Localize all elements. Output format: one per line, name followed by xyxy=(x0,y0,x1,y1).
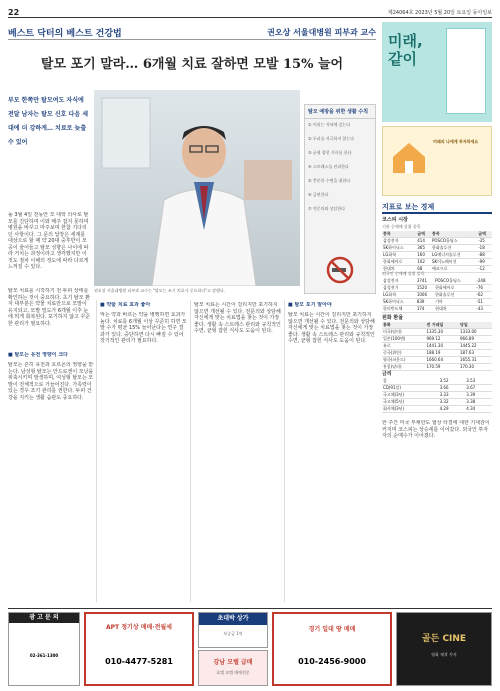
table-header: 전 거래일 xyxy=(425,322,459,329)
table-cell: 3.38 xyxy=(465,399,492,406)
classified-title: 광 고 문 의 xyxy=(9,613,79,623)
tip-item: ⑦ 전문의와 상담한다 xyxy=(308,206,346,211)
photo-caption: 권오상 서울대병원 피부과 교수는 "탈모는 조기 치료가 중요하다"고 말했다. xyxy=(94,288,226,293)
body-paragraph: 탈모 치료를 시작하기 전 두피 상태를 확인하는 것이 중요하다. 초기 탈모 환자 대부분은 약물 치료만으로 모발이 유지되고, 모발 밀도가 6개월 이후 눈에 띄게 회복된다. 포기하지 않고 꾸준한 관리가 필요하다. xyxy=(8,288,90,327)
shop-ad xyxy=(198,612,268,648)
table-cell: 유로 xyxy=(382,343,425,350)
house-ad-text: 미래의 나에게 투자하세요 xyxy=(433,139,479,144)
banner-future xyxy=(382,22,492,122)
table-cell: 중국(위안) xyxy=(382,350,425,357)
tip-item: ① 머리는 저녁에 감는다 xyxy=(308,122,351,127)
table-cell: 1335.30 xyxy=(425,329,459,336)
table2-caption: 외국인 순매매 상위 종목 xyxy=(382,271,425,276)
table-header: 당일 xyxy=(459,322,492,329)
motel-ad-title: 강남 모텔 급매 xyxy=(213,659,253,666)
table-row xyxy=(382,285,492,292)
table-cell: 3.33 xyxy=(439,392,466,399)
banner-phone xyxy=(446,28,486,114)
table-cell: -62 xyxy=(475,292,492,299)
table-cell: 삼성전자 xyxy=(382,238,416,245)
house-ad xyxy=(382,126,492,196)
subhead: ■ 탈모는 유전 영향이 크다 xyxy=(8,352,68,358)
section-label: 베스트 닥터의 베스트 건강법 xyxy=(8,29,122,39)
apt-ad xyxy=(84,612,194,686)
column-rule xyxy=(190,300,191,602)
table-row xyxy=(382,392,492,399)
table-cell: 365 xyxy=(416,245,431,252)
headline: 탈모 포기 말라… 6개월 치료 잘하면 모발 15% 늘어 xyxy=(40,57,344,72)
column-rule xyxy=(96,300,97,602)
doctor-illustration xyxy=(94,90,300,286)
table-cell: 3.39 xyxy=(465,392,492,399)
table-cell: POSCO홀딩스 xyxy=(431,238,477,245)
table-cell: 3.66 xyxy=(439,385,466,392)
tips-title: 탈모 예방을 위한 생활 수칙 xyxy=(305,105,375,119)
ads-divider xyxy=(8,608,492,609)
table-cell: 969.12 xyxy=(425,336,459,343)
table-cell: 68 xyxy=(416,266,431,273)
table-cell: 미국(달러) xyxy=(382,329,425,336)
table-cell: -51 xyxy=(475,299,492,306)
table-cell: 1441.30 xyxy=(425,343,459,350)
table-cell: -43 xyxy=(475,306,492,313)
table-cell: -12 xyxy=(477,266,492,273)
motel-ad xyxy=(198,650,268,686)
table-cell: 4.34 xyxy=(465,406,492,413)
table1 xyxy=(382,231,492,273)
table-row xyxy=(382,385,492,392)
house-icon xyxy=(389,137,429,177)
market-commentary: 한 주간 미국 부채한도 협상 타결에 대한 기대감이 커지며 코스피는 상승세를 이어갔다. 외국인 투자자의 순매수가 이어졌다. xyxy=(382,420,490,439)
table-row xyxy=(382,292,492,299)
sidebar-subtitle: 코스피 시장 xyxy=(382,217,408,223)
tip-item: ⑤ 충분한 수면을 취한다 xyxy=(308,178,351,183)
table-cell: 한화에어로 xyxy=(434,285,475,292)
table-cell: 한화에어로 xyxy=(382,259,416,266)
table-cell: 1445.22 xyxy=(459,343,492,350)
body-paragraph: 탈모 치료는 시간이 걸리지만 포기하지 않으면 개선될 수 있다. 전문의와 상담해 자신에게 맞는 치료법을 찾는 것이 가장 좋다. 생활 속 스트레스 관리와 규칙적인 수면, 균형 잡힌 식사도 도움이 된다. xyxy=(288,312,375,344)
table-cell: 현대차 xyxy=(434,306,475,313)
table-cell: 1333.00 xyxy=(459,329,492,336)
table-row xyxy=(382,336,492,343)
tip-item: ⑥ 금연한다 xyxy=(308,192,329,197)
table-cell: 3741 xyxy=(416,278,434,285)
table-cell: -248 xyxy=(475,278,492,285)
table-cell: 홍콩(달러) xyxy=(382,364,425,371)
table-cell: 에코프로 xyxy=(431,266,477,273)
body-paragraph: 돌 3월 4일 전동안 모 대학 의사로 탈모를 진단하며 이와 매주 잡지 못하며 병원을 바꾸고 마주보며 한참 기다리던 사항이다. 그 문의 답장은 세계를 대상으로 할 때 약 20대 중후반이 모공이 줄어들고 탈모 성향은 나이에 따라 거치는 과정이라고 생각했지만 이것도 점차 이해의 정도에 따라 다르게 느껴질 수 있다. xyxy=(8,212,89,270)
table-cell: 170.30 xyxy=(459,364,492,371)
cine-ad-title: 골든 CINE xyxy=(421,634,467,644)
table-row xyxy=(382,343,492,350)
table-row xyxy=(382,238,492,245)
table-cell: 영국(파운드) xyxy=(382,357,425,364)
table-cell: 1006 xyxy=(416,292,434,299)
table-cell: 현대차 xyxy=(382,266,416,273)
section-author: 권오상 서울대병원 피부과 교수 xyxy=(267,28,376,37)
table-header: 종목 xyxy=(382,231,416,238)
table-header: 통화 xyxy=(382,322,425,329)
table-cell: 414 xyxy=(416,238,431,245)
table-cell: LG에너지솔루션 xyxy=(431,252,477,259)
table-row xyxy=(382,245,492,252)
table-cell: -76 xyxy=(475,285,492,292)
table-cell: 콜 xyxy=(382,378,439,385)
table-cell: 삼성전기 xyxy=(382,285,416,292)
banner-title: 미래, 같이 xyxy=(388,32,423,68)
page-header xyxy=(8,6,492,18)
page-number: 22 xyxy=(8,8,20,17)
table-row xyxy=(382,329,492,336)
body-paragraph: 먹는 약과 바르는 약을 병행하면 효과가 높다. 치료를 6개월 이상 꾸준히 하면 모발 수가 평균 15% 늘어난다는 연구 결과가 있다. 중단하면 다시 빠질 수 있어 장기적인 관리가 필요하다. xyxy=(100,312,187,344)
table-cell: -35 xyxy=(477,238,492,245)
table-cell: 170.59 xyxy=(425,364,459,371)
table-cell: 1655.31 xyxy=(459,357,492,364)
classified-ad xyxy=(8,612,80,686)
table-cell: -18 xyxy=(477,245,492,252)
section-bar xyxy=(8,22,376,40)
table-cell: 3.53 xyxy=(465,378,492,385)
table-row xyxy=(382,399,492,406)
table-cell: 160 xyxy=(416,252,431,259)
table3-caption: 원화 환율 xyxy=(382,315,404,321)
tip-item: ② 두피를 자극하지 않는다 xyxy=(308,136,355,141)
table-cell: 966.89 xyxy=(459,336,492,343)
shop-ad-title: 초대박 상가 xyxy=(199,613,267,625)
lead-text: 부모 한쪽만 탈모여도 자식에 전달 남자는 탈모 신호 다음 세대에 더 강하게… 치료로 늦출 수 있어 xyxy=(8,97,88,146)
table-cell: -99 xyxy=(477,259,492,266)
subhead: ■ 약물 치료 효과 좋아 xyxy=(100,302,151,308)
table-cell: 3.67 xyxy=(465,385,492,392)
table-cell: CD(91일) xyxy=(382,385,439,392)
land-ad-title: 경기 일대 땅 매매 xyxy=(308,626,356,633)
doctor-photo xyxy=(94,90,300,286)
shop-ad-sub: 보증금 1억 xyxy=(223,631,243,636)
sidebar-section-title: 지표로 보는 경제 xyxy=(382,202,492,214)
table-cell: LG화학 xyxy=(382,252,416,259)
land-ad-phone: 010-2456-9000 xyxy=(298,657,366,666)
body-paragraph: 탈모는 흔히 유전과 호르몬의 영향을 받는다. 남성형 탈모는 안드로겐이 모낭을 위축시키며 발생하며, 여성형 탈모는 모발이 전체적으로 가늘어진다. 가족력이 있는 경우 조기 관리를 권한다. 두피 건강을 지키는 생활 습관도 중요하다. xyxy=(8,362,94,401)
motel-ad-sub: 호텔 모텔 매매전문 xyxy=(216,670,250,675)
table-cell: 회사채(3년) xyxy=(382,406,439,413)
subhead: ■ 탈모 포기 말아야 xyxy=(288,302,332,308)
table-row xyxy=(382,252,492,259)
table-cell: 1660.64 xyxy=(425,357,459,364)
table4-caption: 금리 xyxy=(382,371,392,377)
table-row xyxy=(382,350,492,357)
table-cell: 3.32 xyxy=(439,399,466,406)
table-row xyxy=(382,406,492,413)
table-cell: 일본(100엔) xyxy=(382,336,425,343)
apt-ad-title: APT 정기상 매매·전월세 xyxy=(106,624,172,631)
cine-ad-sub: 영화 제작 투자 xyxy=(431,652,457,657)
table-cell: 102 xyxy=(416,259,431,266)
table-cell: SK하이닉스 xyxy=(382,245,416,252)
table-row xyxy=(382,299,492,306)
table-cell: 삼성전자 xyxy=(382,278,416,285)
table-cell: 한화솔루션 xyxy=(431,245,477,252)
table-cell: 187.63 xyxy=(459,350,492,357)
land-ad xyxy=(272,612,392,686)
apt-ad-phone: 010-4477-5281 xyxy=(105,657,173,666)
table-cell: 174 xyxy=(416,306,434,313)
table2 xyxy=(382,278,492,313)
classified-phone: 02-361-1300 xyxy=(29,653,59,658)
table-row xyxy=(382,306,492,313)
tip-item: ④ 스트레스를 관리한다 xyxy=(308,164,349,169)
table-cell: 한화솔루션 xyxy=(434,292,475,299)
table3 xyxy=(382,322,492,371)
body-paragraph: 탈모 치료는 시간이 걸리지만 포기하지 않으면 개선될 수 있다. 전문의와 상담해 자신에게 맞는 치료법을 찾는 것이 가장 좋다. 생활 속 스트레스 관리와 규칙적인 수면, 균형 잡힌 식사도 도움이 된다. xyxy=(194,302,281,334)
table-cell: 기아 xyxy=(434,299,475,306)
table-cell: 한미반도체 xyxy=(382,306,416,313)
table-row xyxy=(382,357,492,364)
table-cell: POSCO홀딩스 xyxy=(434,278,475,285)
issue-info: 제24064호 2023년 5월 20일 토요일 동아일보 xyxy=(387,10,492,16)
column-rule xyxy=(284,300,285,602)
tips-box xyxy=(304,104,376,294)
table-cell: SK이노베이션 xyxy=(431,259,477,266)
tip-item: ③ 균형 잡힌 식사를 한다 xyxy=(308,150,352,155)
table-cell: 4.29 xyxy=(439,406,466,413)
table-cell: -88 xyxy=(477,252,492,259)
table-cell: SK하이닉스 xyxy=(382,299,416,306)
table-cell: 국고채(5년) xyxy=(382,399,439,406)
table-cell: 188.19 xyxy=(425,350,459,357)
table1-caption: 기관 순매매 상위 종목 xyxy=(382,224,421,229)
table-header: 금액 xyxy=(416,231,431,238)
table-cell: 국고채(3년) xyxy=(382,392,439,399)
table-cell: LG화학 xyxy=(382,292,416,299)
no-smoking-icon xyxy=(325,255,355,285)
table-header: 금액 xyxy=(477,231,492,238)
table4 xyxy=(382,378,492,413)
table-row xyxy=(382,259,492,266)
table-cell: 3.52 xyxy=(439,378,466,385)
table-header: 종목 xyxy=(431,231,477,238)
table-cell: 1520 xyxy=(416,285,434,292)
cine-ad xyxy=(396,612,492,686)
table-cell: 839 xyxy=(416,299,434,306)
